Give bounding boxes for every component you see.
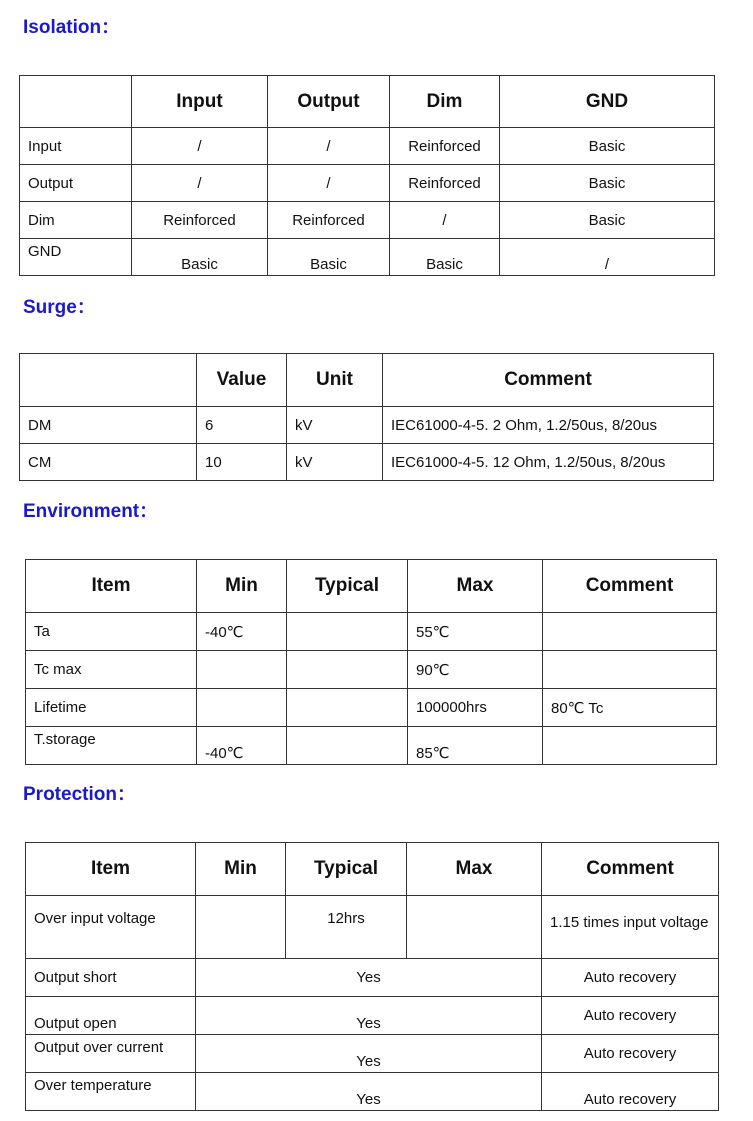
- table-cell: Basic: [268, 239, 390, 276]
- table-row: [26, 727, 717, 765]
- table-cell: [197, 689, 287, 727]
- table-cell: kV: [287, 444, 383, 481]
- header-cell: Min: [196, 843, 286, 896]
- table-cell: Auto recovery: [542, 1035, 719, 1073]
- table-cell: Auto recovery: [542, 959, 719, 997]
- row-label: Output open: [26, 997, 196, 1035]
- protection-table: [25, 842, 719, 1111]
- table-cell: Reinforced: [132, 202, 268, 239]
- row-label: T.storage: [26, 727, 197, 765]
- protection-title: Protection：: [23, 784, 136, 805]
- header-cell: GND: [500, 76, 715, 128]
- header-cell: Input: [132, 76, 268, 128]
- table-cell: [196, 896, 286, 959]
- table-row: [26, 613, 717, 651]
- table-cell: /: [132, 165, 268, 202]
- table-row: [20, 239, 715, 276]
- table-cell: 85℃: [408, 727, 543, 765]
- table-cell: Reinforced: [390, 165, 500, 202]
- table-cell: /: [132, 128, 268, 165]
- table-cell: /: [390, 202, 500, 239]
- table-row: [26, 997, 719, 1035]
- table-row: [20, 165, 715, 202]
- table-cell: Reinforced: [268, 202, 390, 239]
- table-cell: [407, 896, 542, 959]
- environment-title: Environment：: [23, 501, 159, 522]
- table-cell: kV: [287, 407, 383, 444]
- row-label: Lifetime: [26, 689, 197, 727]
- table-cell: Auto recovery: [542, 1073, 719, 1111]
- header-cell: Comment: [383, 354, 714, 407]
- header-cell: Output: [268, 76, 390, 128]
- table-row: [26, 689, 717, 727]
- table-cell: Yes: [196, 1073, 542, 1111]
- table-row: [20, 407, 714, 444]
- table-cell: 80℃ Tc: [543, 689, 717, 727]
- table-cell: [287, 651, 408, 689]
- table-header-row: [20, 76, 715, 128]
- header-cell: Comment: [543, 560, 717, 613]
- row-label: Over temperature: [26, 1073, 196, 1111]
- table-cell: Auto recovery: [542, 997, 719, 1035]
- table-header-row: [20, 354, 714, 407]
- header-cell: Min: [197, 560, 287, 613]
- header-cell: Item: [26, 843, 196, 896]
- table-cell: [543, 651, 717, 689]
- header-cell: Typical: [286, 843, 407, 896]
- table-cell: 10: [197, 444, 287, 481]
- table-cell: IEC61000-4-5. 12 Ohm, 1.2/50us, 8/20us: [383, 444, 714, 481]
- header-cell: [20, 354, 197, 407]
- row-label: DM: [20, 407, 197, 444]
- row-label: Output: [20, 165, 132, 202]
- isolation-table: [19, 75, 715, 276]
- row-label: Input: [20, 128, 132, 165]
- table-row: [26, 651, 717, 689]
- table-cell: Basic: [500, 165, 715, 202]
- row-label: Output over current: [26, 1035, 196, 1073]
- surge-title: Surge：: [23, 297, 96, 318]
- header-cell: Max: [408, 560, 543, 613]
- row-label: Output short: [26, 959, 196, 997]
- table-cell: Basic: [390, 239, 500, 276]
- table-cell: [287, 727, 408, 765]
- table-cell: Yes: [196, 997, 542, 1035]
- row-label: GND: [20, 239, 132, 276]
- table-row: [26, 896, 719, 959]
- table-row: [20, 444, 714, 481]
- row-label: CM: [20, 444, 197, 481]
- table-row: [26, 959, 719, 997]
- table-cell: /: [268, 165, 390, 202]
- header-cell: Unit: [287, 354, 383, 407]
- table-cell: 55℃: [408, 613, 543, 651]
- isolation-title: Isolation：: [23, 17, 121, 38]
- table-cell: Basic: [500, 128, 715, 165]
- table-cell: -40℃: [197, 613, 287, 651]
- row-label: Over input voltage: [26, 896, 196, 959]
- table-cell: Reinforced: [390, 128, 500, 165]
- table-cell: 90℃: [408, 651, 543, 689]
- table-cell: /: [268, 128, 390, 165]
- table-cell: /: [500, 239, 715, 276]
- table-cell: 6: [197, 407, 287, 444]
- table-cell: IEC61000-4-5. 2 Ohm, 1.2/50us, 8/20us: [383, 407, 714, 444]
- table-cell: [287, 613, 408, 651]
- table-cell: 12hrs: [286, 896, 407, 959]
- table-header-row: [26, 560, 717, 613]
- table-cell: Yes: [196, 1035, 542, 1073]
- header-cell: Max: [407, 843, 542, 896]
- table-cell: 1.15 times input voltage: [542, 896, 719, 959]
- row-label: Tc max: [26, 651, 197, 689]
- table-cell: Basic: [500, 202, 715, 239]
- header-cell: Value: [197, 354, 287, 407]
- table-row: [26, 1073, 719, 1111]
- table-header-row: [26, 843, 719, 896]
- table-cell: [543, 613, 717, 651]
- surge-table: [19, 353, 714, 481]
- table-cell: -40℃: [197, 727, 287, 765]
- header-cell: Comment: [542, 843, 719, 896]
- row-label: Dim: [20, 202, 132, 239]
- header-cell: [20, 76, 132, 128]
- table-cell: [543, 727, 717, 765]
- table-cell: 100000hrs: [408, 689, 543, 727]
- header-cell: Typical: [287, 560, 408, 613]
- environment-table: [25, 559, 717, 765]
- header-cell: Dim: [390, 76, 500, 128]
- table-row: [26, 1035, 719, 1073]
- table-row: [20, 202, 715, 239]
- header-cell: Item: [26, 560, 197, 613]
- table-cell: Yes: [196, 959, 542, 997]
- table-cell: [287, 689, 408, 727]
- table-cell: [197, 651, 287, 689]
- table-row: [20, 128, 715, 165]
- row-label: Ta: [26, 613, 197, 651]
- table-cell: Basic: [132, 239, 268, 276]
